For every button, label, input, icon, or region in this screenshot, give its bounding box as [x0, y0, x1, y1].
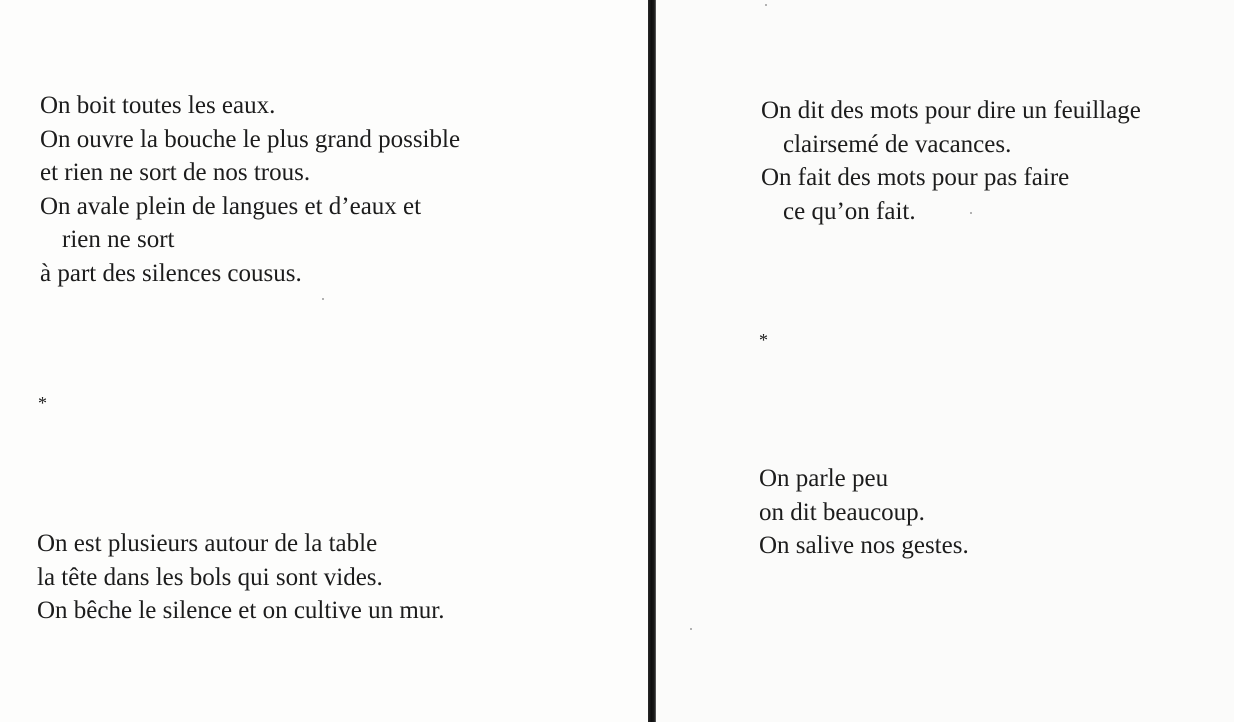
right-stanza-2 — [759, 462, 969, 563]
poem-line: On fait des mots pour pas faire — [761, 164, 1070, 192]
left-stanza-2 — [37, 527, 445, 628]
paper-speck — [970, 212, 972, 214]
poem-line-indented: rien ne sort — [62, 226, 175, 254]
poem-line-indented: ce qu’on fait. — [783, 197, 916, 225]
poem-line-indented: clairsemé de vacances. — [783, 130, 1012, 158]
paper-speck — [322, 298, 324, 300]
poem-line: à part des silences cousus. — [40, 259, 302, 287]
poem-line: On ouvre la bouche le plus grand possible — [40, 125, 461, 153]
poem-line: la tête dans les bols qui sont vides. — [37, 563, 383, 591]
poem-line: On bêche le silence et on cultive un mur. — [37, 597, 445, 625]
book-spine — [648, 0, 656, 722]
paper-speck — [690, 628, 692, 630]
poem-line: On est plusieurs autour de la table — [37, 530, 378, 557]
left-section-separator: * — [38, 393, 47, 413]
right-stanza-1 — [761, 94, 1141, 228]
poem-line: on dit beaucoup. — [759, 498, 925, 526]
poem-line: On avale plein de langues et d’eaux et — [40, 192, 422, 220]
poem-line: On dit des mots pour dire un feuillage — [761, 97, 1141, 124]
right-section-separator: * — [759, 330, 768, 350]
poem-line: On salive nos gestes. — [759, 532, 969, 560]
poem-line: On parle peu — [759, 465, 889, 492]
poem-line: On boit toutes les eaux. — [40, 92, 276, 119]
left-stanza-1 — [40, 89, 460, 291]
paper-speck — [765, 4, 767, 6]
poem-line: et rien ne sort de nos trous. — [40, 159, 311, 187]
